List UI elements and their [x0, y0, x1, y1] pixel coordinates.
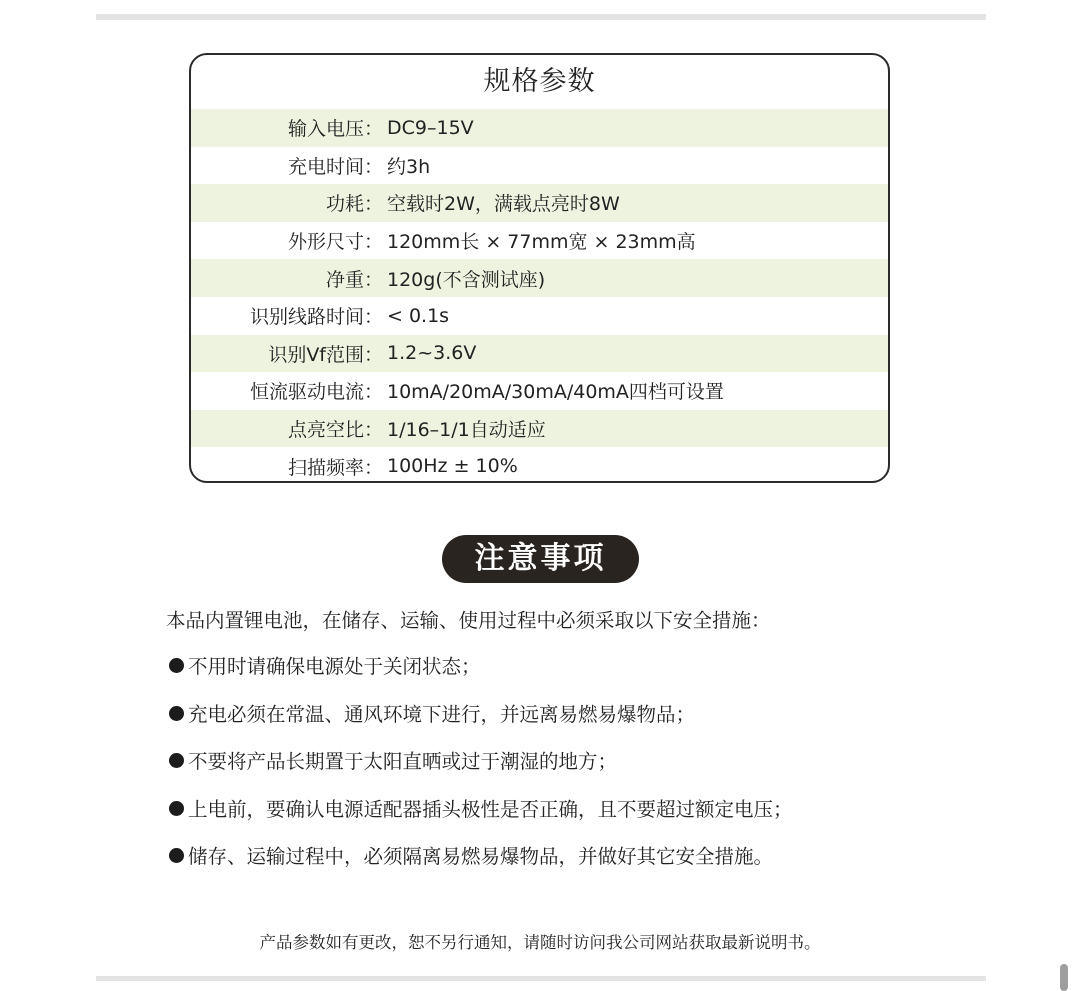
notice-item-text: 储存、运输过程中，必须隔离易燃易爆物品，并做好其它安全措施。 — [188, 845, 774, 868]
spec-label: 识别Vf范围： — [268, 343, 383, 366]
spec-row — [191, 297, 888, 335]
spec-row — [191, 109, 888, 147]
spec-label: 净重： — [325, 268, 383, 291]
spec-value: 1.2~3.6V — [387, 342, 477, 365]
notice-item — [166, 699, 793, 747]
bullet-icon — [169, 801, 184, 816]
spec-row — [191, 335, 888, 373]
spec-row — [191, 410, 888, 448]
spec-row — [191, 147, 888, 185]
spec-value: 10mA/20mA/30mA/40mA四档可设置 — [387, 381, 724, 404]
spec-row — [191, 259, 888, 297]
spec-label: 扫描频率： — [287, 456, 383, 479]
spec-value: 100Hz ± 10% — [387, 455, 518, 478]
notice-item — [166, 746, 793, 794]
spec-value: 1/16–1/1自动适应 — [387, 419, 546, 442]
spec-row — [191, 184, 888, 222]
spec-value: 120mm长 × 77mm宽 × 23mm高 — [387, 231, 696, 254]
notice-item — [166, 841, 793, 889]
notice-badge: 注意事项 — [442, 535, 639, 583]
top-divider — [96, 14, 986, 20]
footer-note: 产品参数如有更改，恕不另行通知，请随时访问我公司网站获取最新说明书。 — [259, 933, 821, 952]
spec-label: 功耗： — [325, 193, 383, 216]
scrollbar-thumb[interactable] — [1060, 964, 1068, 991]
spec-label: 识别线路时间： — [249, 306, 383, 329]
spec-row — [191, 447, 888, 483]
spec-label: 外形尺寸： — [287, 231, 383, 254]
notice-item-text: 不用时请确保电源处于关闭状态； — [188, 655, 481, 678]
spec-label: 点亮空比： — [287, 419, 383, 442]
notice-item — [166, 794, 793, 842]
bullet-icon — [169, 848, 184, 863]
spec-value: 空载时2W，满载点亮时8W — [387, 193, 620, 216]
bullet-icon — [169, 706, 184, 721]
spec-label: 充电时间： — [287, 155, 383, 178]
spec-value: < 0.1s — [387, 304, 450, 327]
notice-item-text: 充电必须在常温、通风环境下进行，并远离易燃易爆物品； — [188, 702, 696, 726]
spec-row — [191, 222, 888, 260]
spec-table — [189, 53, 890, 483]
spec-label: 恒流驱动电流： — [249, 381, 383, 404]
bottom-divider — [96, 976, 986, 981]
spec-label: 输入电压： — [287, 118, 383, 141]
bullet-icon — [169, 658, 184, 673]
spec-value: 约3h — [387, 155, 431, 178]
notice-list — [166, 651, 793, 889]
notice-item-text: 不要将产品长期置于太阳直晒或过于潮湿的地方； — [188, 750, 618, 773]
bullet-icon — [169, 753, 184, 768]
spec-title: 规格参数 — [483, 66, 596, 97]
spec-row — [191, 372, 888, 410]
notice-item-text: 上电前，要确认电源适配器插头极性是否正确，且不要超过额定电压； — [188, 797, 793, 821]
notice-intro: 本品内置锂电池，在储存、运输、使用过程中必须采取以下安全措施： — [166, 609, 771, 632]
spec-value: 120g(不含测试座) — [387, 268, 546, 291]
spec-value: DC9–15V — [387, 116, 474, 139]
notice-item — [166, 651, 793, 699]
